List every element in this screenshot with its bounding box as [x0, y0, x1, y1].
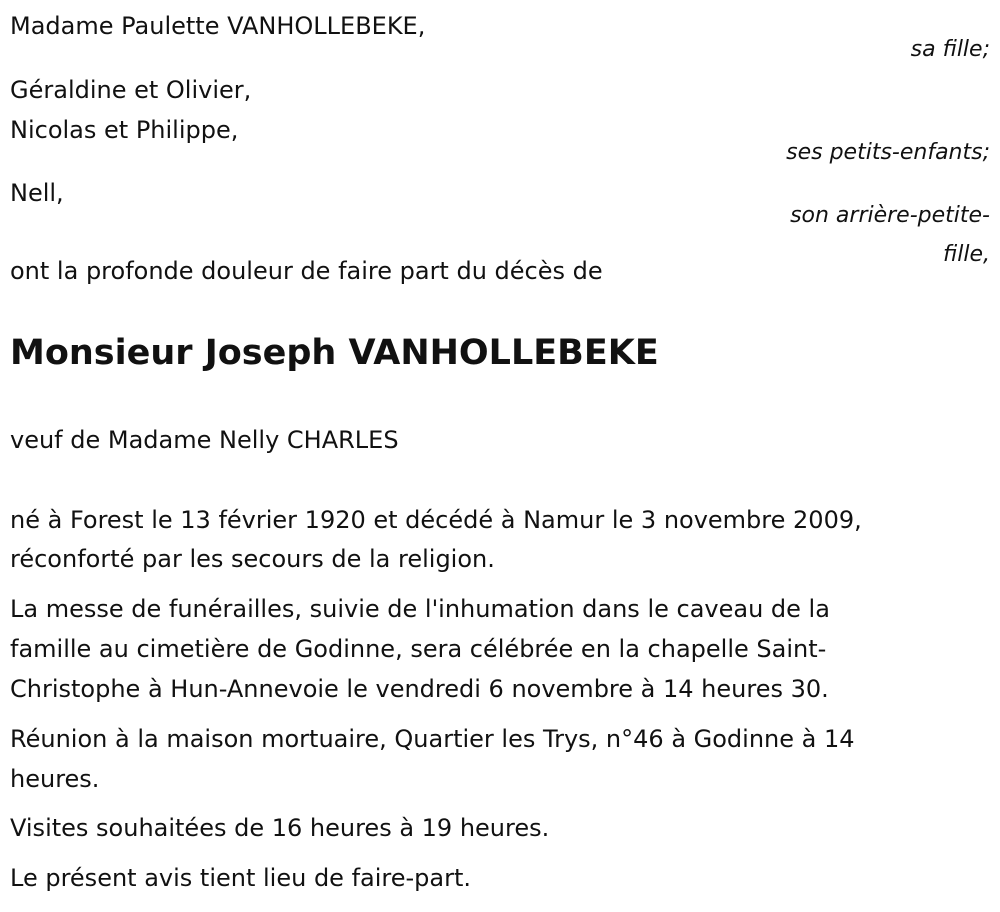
- reunion-line-2: heures.: [10, 765, 100, 793]
- announcement-intro: ont la profonde douleur de faire part du décès de: [10, 257, 603, 285]
- great-grandchild-name: Nell,: [10, 179, 64, 207]
- funeral-line-3: Christophe à Hun-Annevoie le vendredi 6 novembre à 14 heures 30.: [10, 675, 829, 703]
- reunion-line-1: Réunion à la maison mortuaire, Quartier les Trys, n°46 à Godinne à 14: [10, 725, 855, 753]
- birth-death-line-1: né à Forest le 13 février 1920 et décédé à Namur le 3 novembre 2009,: [10, 506, 862, 534]
- funeral-line-2: famille au cimetière de Godinne, sera célébrée en la chapelle Saint-: [10, 635, 827, 663]
- visits: Visites souhaitées de 16 heures à 19 heures.: [10, 814, 550, 842]
- grandchildren-line-2: Nicolas et Philippe,: [10, 116, 239, 144]
- deceased-name: Monsieur Joseph VANHOLLEBEKE: [10, 333, 659, 373]
- funeral-line-1: La messe de funérailles, suivie de l'inhumation dans le caveau de la: [10, 595, 830, 623]
- daughter-relation: sa fille;: [910, 37, 990, 62]
- notice: Le présent avis tient lieu de faire-part.: [10, 864, 472, 892]
- great-grandchild-relation-line-2: fille,: [943, 242, 990, 267]
- great-grandchild-relation-line-1: son arrière-petite-: [790, 203, 990, 228]
- birth-death-line-2: réconforté par les secours de la religion.: [10, 545, 495, 573]
- grandchildren-line-1: Géraldine et Olivier,: [10, 76, 252, 104]
- daughter-name: Madame Paulette VANHOLLEBEKE,: [10, 12, 426, 40]
- grandchildren-relation: ses petits-enfants;: [786, 140, 990, 165]
- widower-of: veuf de Madame Nelly CHARLES: [10, 426, 399, 454]
